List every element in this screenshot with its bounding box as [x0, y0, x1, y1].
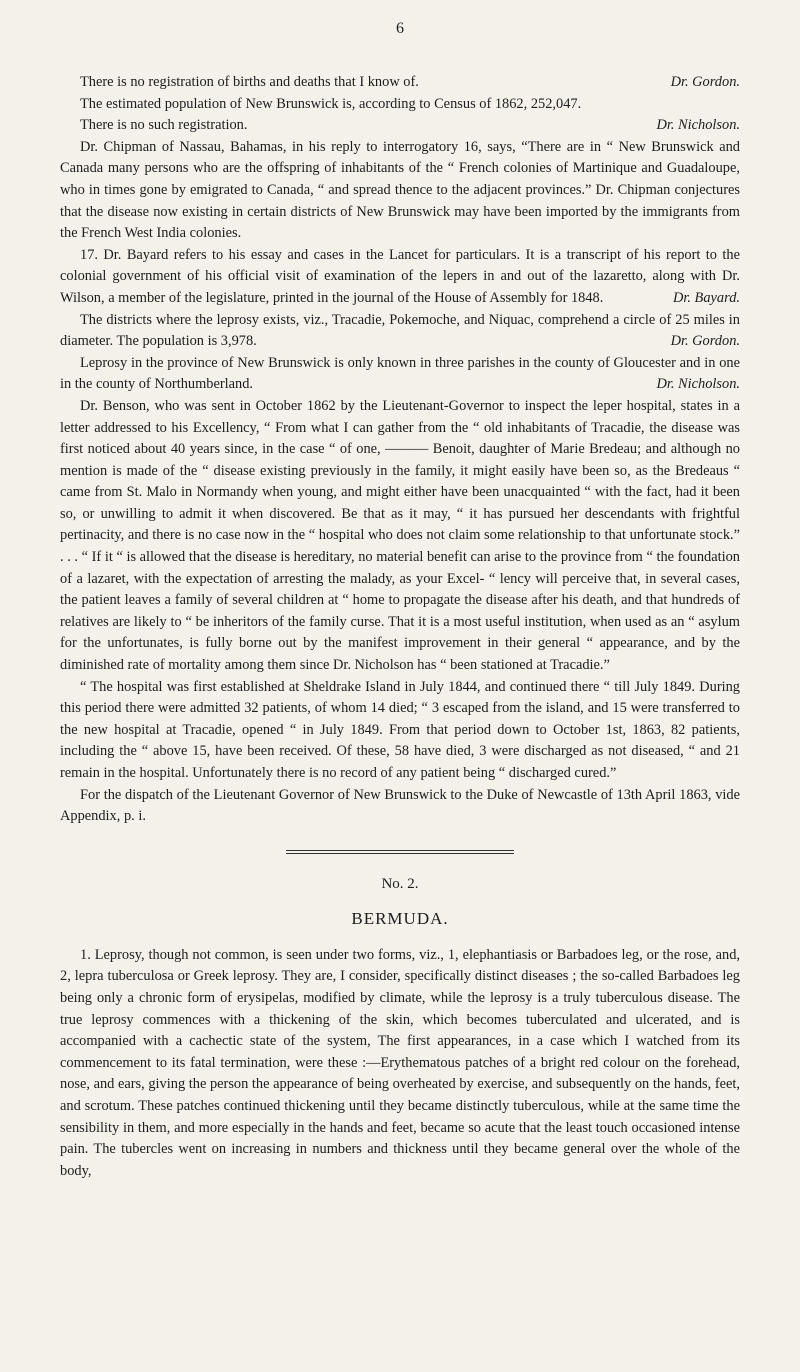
- paragraph: For the dispatch of the Lieutenant Governor of New Brunswick to the Duke of Newcastle of 13th April 1863, vide Appendix, p. i.: [60, 786, 740, 825]
- attribution: Dr. Nicholson.: [656, 117, 740, 134]
- paragraph: Dr. Nicholson. There is no such registration.: [60, 115, 740, 137]
- attribution: Dr. Bayard.: [672, 289, 740, 306]
- section-bermuda: [60, 876, 740, 1183]
- paragraph: The estimated population of New Brunswick is, according to Census of 1862, 252,047.: [80, 95, 582, 112]
- section-title: BERMUDA.: [351, 908, 449, 928]
- attribution: Dr. Gordon.: [670, 74, 740, 90]
- section-divider: [286, 850, 514, 854]
- paragraph: Dr. Gordon. There is no registration of births and deaths that I know of.: [60, 72, 740, 94]
- paragraph: 1. Leprosy, though not common, is seen under two forms, viz., 1, elephantiasis or Barbadoes leg, or the rose, and, 2, lepra tuberculosa or Greek leprosy. They are, I consider, specifically distinct diseases ; the so-called Barbadoes leg being only a chronic form of erysipelas, modified by climate, while the leprosy is a truly tuberculous disease. The true leprosy commences with a thickening of the skin, which becomes tuberculated and ulcerated, and is accompanied with a cachectic state of the system, The first appearances, in a case which I watched from its commencement to its fatal termination, were these :—Erythematous patches of a bright red colour on the forehead, nose, and ears, giving the person the appearance of being overheated by exercise, and subsequently on the hands, feet, and scrotum. These patches continued thickening until they became distinctly tuberculous, while at the same time the sensibility in them, and more especially in the hands and feet, became so acute that the least touch occasioned intense pain. The tubercles went on increasing in numbers and thickness until they became general over the whole of the body,: [60, 946, 740, 1179]
- document-page: [60, 20, 740, 1182]
- paragraph: Dr. Benson, who was sent in October 1862 by the Lieutenant-Governor to inspect the leper hospital, states in a letter addressed to his Excellency, “ From what I can gather from the “ old inhabitants of Tracadie, the disease was first noticed about 40 years since, in the case “ of one, ——— Benoit, daughter of Marie Bredeau; and although no mention is made of the “ disease existing previously in the family, it might easily have been so, as the Bredeaus “ came from St. Malo in Normandy when young, and might either have been unacquainted “ with the fact, had it been so, or unwilling to admit it when discovered. Be that as it may, “ it has pursued her descendants with frightful pertinacity, and there is no case now in the “ hospital who does not claim some relationship to that unfortunate stock.” . . . “ If it “ is allowed that the disease is hereditary, no material benefit can arise to the province from “ the foundation of a lazaret, with the expectation of arresting the malady, as your Excel- “ lency will perceive that, in several cases, the patient leaves a family of several children at “ home to propagate the disease after his death, and that hundreds of relatives are likely to “ be inheritors of the family curse. That it is a most useful institution, when used as an “ asylum for the unfortunates, is fully borne out by the manifest improvement in their general “ appearance, and by the diminished rate of mortality among them since Dr. Nicholson has “ been stationed at Tracadie.”: [60, 397, 740, 674]
- paragraph: 17. Dr. Bayard refers to his essay and cases in the Lancet for particulars. It is a transcript of his report to the colonial government of his official visit of examination of the lepers in and out of the lazaretto, along with Dr. Wilson, a member of the legislature, printed in the journal of the House of Assembly for 1848. Dr. Bayard.: [60, 245, 740, 310]
- attribution: Dr. Nicholson.: [656, 376, 740, 393]
- paragraph: Dr. Chipman of Nassau, Bahamas, in his reply to interrogatory 16, says, “There are in “ New Brunswick and Canada many persons who are the offspring of inhabitants of the “ French colonies of Martinique and Guadaloupe, who in times gone by emigrated to Canada, “ and spread thence to the adjacent provinces.” Dr. Chipman conjectures that the disease now existing in certain districts of New Brunswick may have been imported by the immigrants from the French West India colonies.: [60, 138, 740, 242]
- attribution: Dr. Gordon.: [670, 333, 740, 350]
- paragraph: Leprosy in the province of New Brunswick is only known in three parishes in the county of Gloucester and in one in the county of Northumberland. Dr. Nicholson.: [60, 353, 740, 396]
- section-new-brunswick: [60, 72, 740, 828]
- section-number: No. 2.: [381, 875, 419, 892]
- paragraph: The districts where the leprosy exists, viz., Tracadie, Pokemoche, and Niquac, comprehend a circle of 25 miles in diameter. The population is 3,978. Dr. Gordon.: [60, 310, 740, 353]
- paragraph: “ The hospital was first established at Sheldrake Island in July 1844, and continued there “ till July 1849. During this period there were admitted 32 patients, of whom 14 died; “ 3 escaped from the island, and 15 were transferred to the new hospital at Tracadie, opened “ in July 1849. From that period down to October 1st, 1863, 82 patients, including the “ above 15, have been received. Of these, 58 have died, 3 were discharged as not diseased, “ and 21 remain in the hospital. Unfortunately there is no record of any patient being “ discharged cured.”: [60, 678, 740, 781]
- page-number: 6: [396, 20, 404, 37]
